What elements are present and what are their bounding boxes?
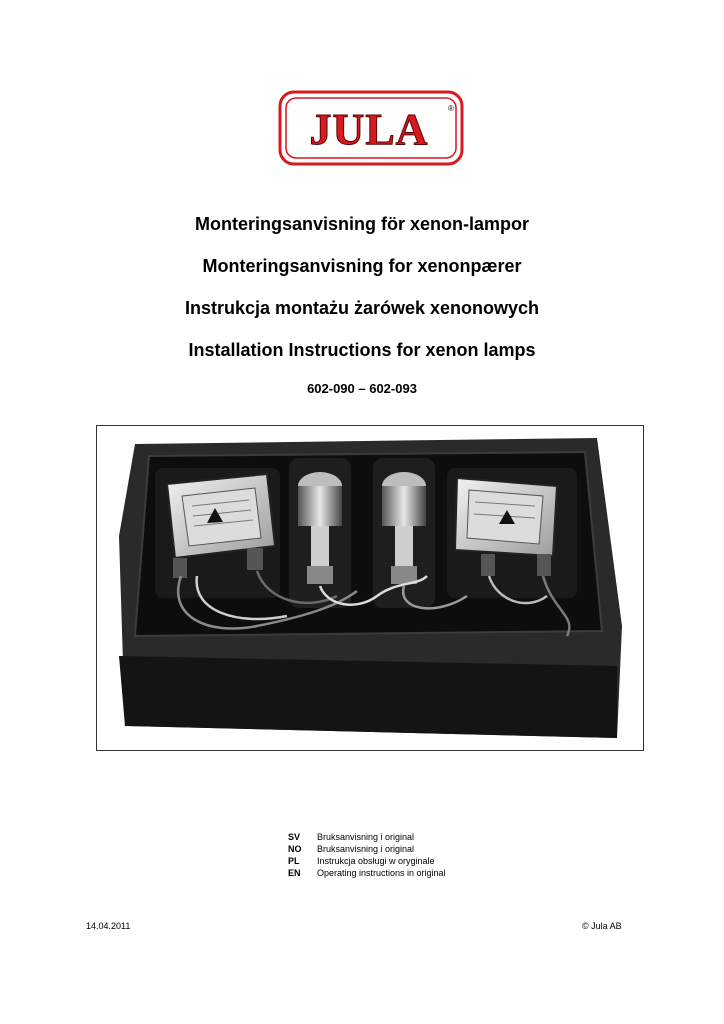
language-text: Instrukcja obsługi w oryginale xyxy=(317,856,435,866)
jula-logo xyxy=(278,89,464,167)
footer-copyright: © Jula AB xyxy=(582,921,622,931)
language-text: Operating instructions in original xyxy=(317,868,446,878)
language-row xyxy=(288,831,446,843)
title-no: Monteringsanvisning for xenonpærer xyxy=(202,256,522,276)
title-pl: Instrukcja montażu żarówek xenonowych xyxy=(184,298,540,318)
title-sv: Monteringsanvisning för xenon-lampor xyxy=(194,214,530,234)
footer-date: 14.04.2011 xyxy=(86,921,131,931)
language-text: Bruksanvisning i original xyxy=(317,844,415,854)
language-row xyxy=(288,855,446,867)
title-block xyxy=(0,209,724,377)
language-code: SV xyxy=(288,832,301,842)
language-list xyxy=(288,831,446,879)
language-text: Bruksanvisning i original xyxy=(317,832,415,842)
language-code: NO xyxy=(288,844,302,854)
box-front xyxy=(119,656,617,738)
language-code: EN xyxy=(288,868,301,878)
logo-text: JULA xyxy=(309,105,429,154)
product-photo xyxy=(96,425,644,751)
model-range: 602-090 – 602-093 xyxy=(307,381,417,396)
registered-mark: ® xyxy=(448,104,454,113)
language-code: PL xyxy=(288,856,300,866)
language-row xyxy=(288,843,446,855)
language-row xyxy=(288,867,446,879)
title-en: Installation Instructions for xenon lamps xyxy=(188,340,536,360)
